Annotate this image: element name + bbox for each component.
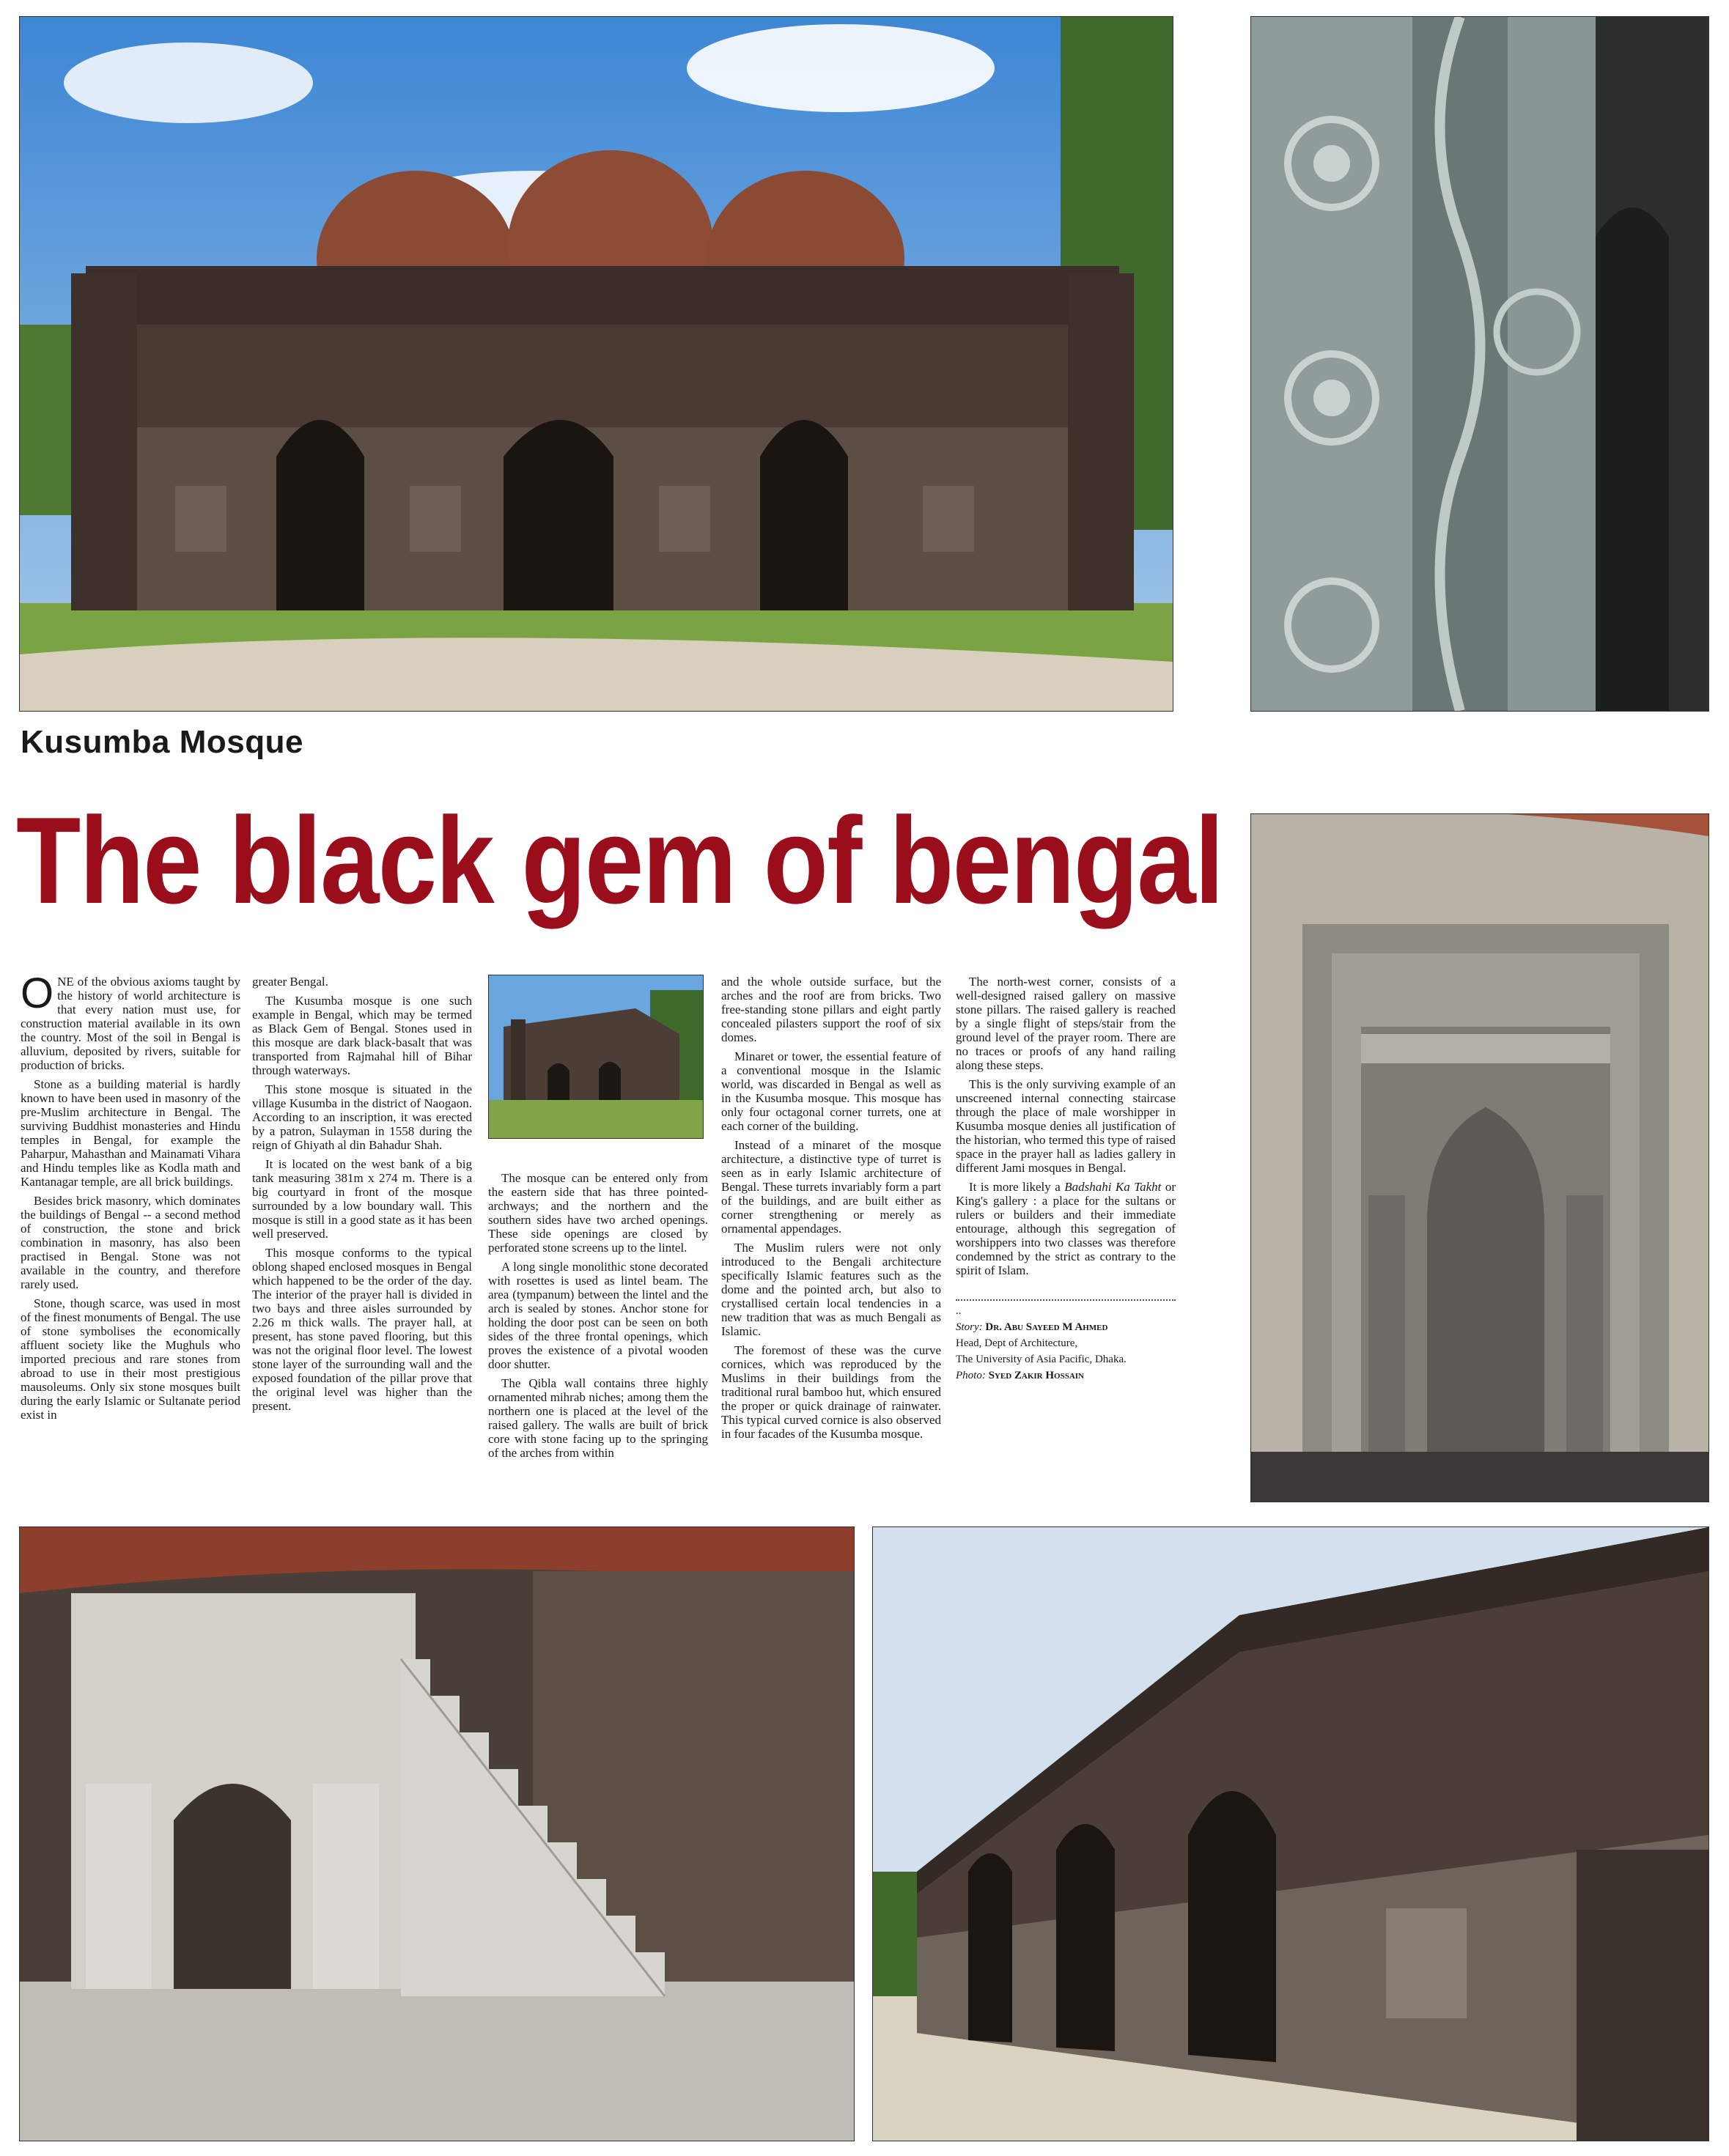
article-paragraph: Instead of a minaret of the mosque architecture, a distinctive type of turret is seen as in early Islamic architecture of Bengal. These turrets invariably form a part of the buildings, and are built either as corner strengthening or merely as ornamental appendages. <box>721 1138 941 1236</box>
article-paragraph: The Kusumba mosque is one such example in Bengal, which may be termed as Black Gem of Bengal. Stones used in this mosque are dark black-basalt that was transported from Rajmahal hill of Bihar through waterways. <box>252 994 472 1077</box>
carved-stone-detail-photo <box>1250 16 1709 712</box>
mihrab-niche-photo <box>1250 813 1709 1502</box>
mosque-side-view-thumbnail <box>488 975 704 1139</box>
article-column-1 <box>21 970 240 1427</box>
article-paragraph: The Muslim rulers were not only introduced to the Bengali architecture specifically Islamic features such as the dome and the pointed arch, but also to crystallised certain local tendencies in a new tradition that was as much Bengali as Islamic. <box>721 1241 941 1338</box>
article-paragraph: Besides brick masonry, which dominates the buildings of Bengal -- a second method of construction, the stone and brick combination in masonry, has also been practised in Bengal. Stone was not available in the country, and therefore rarely used. <box>21 1194 240 1291</box>
story-credit-affiliation: The University of Asia Pacific, Dhaka. <box>956 1354 1127 1365</box>
article-paragraph: It is located on the west bank of a big tank measuring 381m x 274 m. There is a big courtyard in front of the mosque surrounded by a low boundary wall. This mosque is still in a good state as it has been well preserved. <box>252 1157 472 1241</box>
article-paragraph: This is the only surviving example of an unscreened internal connecting staircase through the place of male worshipper in Kusumba mosque denies all justification of the historian, who termed this type of raised space in the prayer hall as ladies gallery in different Jami mosques in Bengal. <box>956 1077 1176 1175</box>
story-credit: Story: Dr. Abu Sayeed M Ahmed <box>956 1321 1108 1333</box>
article-paragraph: The mosque can be entered only from the eastern side that has three pointed-archways; and the northern and the southern sides have two arched openings. These side openings are closed by perforated stone screens up to the lintel. <box>488 1171 708 1255</box>
headline: The black gem of bengal <box>16 791 1223 929</box>
article-paragraph: The Qibla wall contains three highly ornamented mihrab niches; among them the northern one is placed at the level of the raised gallery. The walls are built of brick core with stone facing up to the springing of the arches from within <box>488 1376 708 1460</box>
article-column-4 <box>721 975 941 1446</box>
separator-rule <box>956 1299 1176 1301</box>
article-paragraph: A long single monolithic stone decorated with rosettes is used as lintel beam. The area (tympanum) between the lintel and the arch is sealed by stones. Anchor stone for holding the door post can be seen on both sides of the three frontal openings, which proves the existence of a pivotal wooden door shutter. <box>488 1260 708 1371</box>
article-paragraph: Stone as a building material is hardly known to have been used in masonry of the pre-Muslim architecture in Bengal. The surviving Buddhist monasteries and Hindu temples in Bengal, for example the Paharpur, Mahasthan and Mainamati Vihara and Hindu temples like as Kodla math and Kantanagar temple, are all brick buildings. <box>21 1077 240 1189</box>
article-paragraph: Stone, though scarce, was used in most of the finest monuments of Bengal. The use of stone symbolises the economically affluent society like the Mughuls who imported precious and rare stones from abroad to use in their most prestigious mausoleums. Only six stone mosques built during the early Islamic or Sultanate period exist in <box>21 1296 240 1422</box>
article-paragraph: Minaret or tower, the essential feature of a conventional mosque in the Islamic world, was discarded in Bengal as well as in the Kusumba mosque. This mosque has only four octagonal corner turrets, one at each corner of the building. <box>721 1049 941 1133</box>
exterior-wall-perspective-photo <box>872 1526 1709 2141</box>
article-paragraph: This mosque conforms to the typical oblong shaped enclosed mosques in Bengal which happened to be the order of the day. The interior of the prayer hall is divided in two bays and three aisles surrounded by 2.26 m thick walls. The prayer hall, at present, has stone paved flooring, but this was not the original floor level. The lowest stone layer of the surrounding wall and the exposed foundation of the pillar prove that the original level was higher than the present. <box>252 1246 472 1413</box>
mosque-facade-photo <box>19 16 1173 712</box>
article-paragraph: The north-west corner, consists of a well-designed raised gallery on massive stone pillars. The raised gallery is reached by a single flight of steps/stair from the ground level of the prayer room. There are no traces or proofs of any hand railing along these steps. <box>956 975 1176 1072</box>
article-column-2 <box>252 975 472 1418</box>
article-paragraph: ONE of the obvious axioms taught by the history of world architecture is that every nation must use, for construction material available in its own the country. Most of the soil in Bengal is alluvium, deposited by rivers, suitable for production of bricks. <box>21 970 240 1072</box>
article-paragraph: The foremost of these was the curve cornices, which was reproduced by the Muslims in their buildings from the traditional rural bamboo hut, which ensured the proper or quick drainage of rainwater. This typical curved cornice is also observed in four facades of the Kusumba mosque. <box>721 1343 941 1441</box>
article-paragraph: and the whole outside surface, but the arches and the roof are from bricks. Two free-standing stone pillars and eight partly concealed pilasters support the roof of six domes. <box>721 975 941 1044</box>
article-paragraph: It is more likely a Badshahi Ka Takht or King's gallery : a place for the sultans or rulers or builders and their immediate entourage, although this segregation of worshippers into two classes was therefore condemned by the strict as contrary to the spirit of Islam. <box>956 1180 1176 1277</box>
interior-staircase-photo <box>19 1526 855 2141</box>
photo-credit: Photo: Syed Zakir Hossain <box>956 1370 1085 1381</box>
separator-dots: .. <box>956 1305 962 1317</box>
story-credit-role: Head, Dept of Architecture, <box>956 1337 1078 1349</box>
article-paragraph: greater Bengal. <box>252 975 328 989</box>
article-paragraph: This stone mosque is situated in the village Kusumba in the district of Naogaon. According to an inscription, it was erected by a patron, Sulayman in 1558 during the reign of Ghiyath al din Bahadur Shah. <box>252 1082 472 1152</box>
article-column-5 <box>956 975 1176 1381</box>
article-column-3 <box>488 1171 708 1465</box>
section-label: Kusumba Mosque <box>21 724 303 760</box>
drop-cap: O <box>21 970 54 1017</box>
